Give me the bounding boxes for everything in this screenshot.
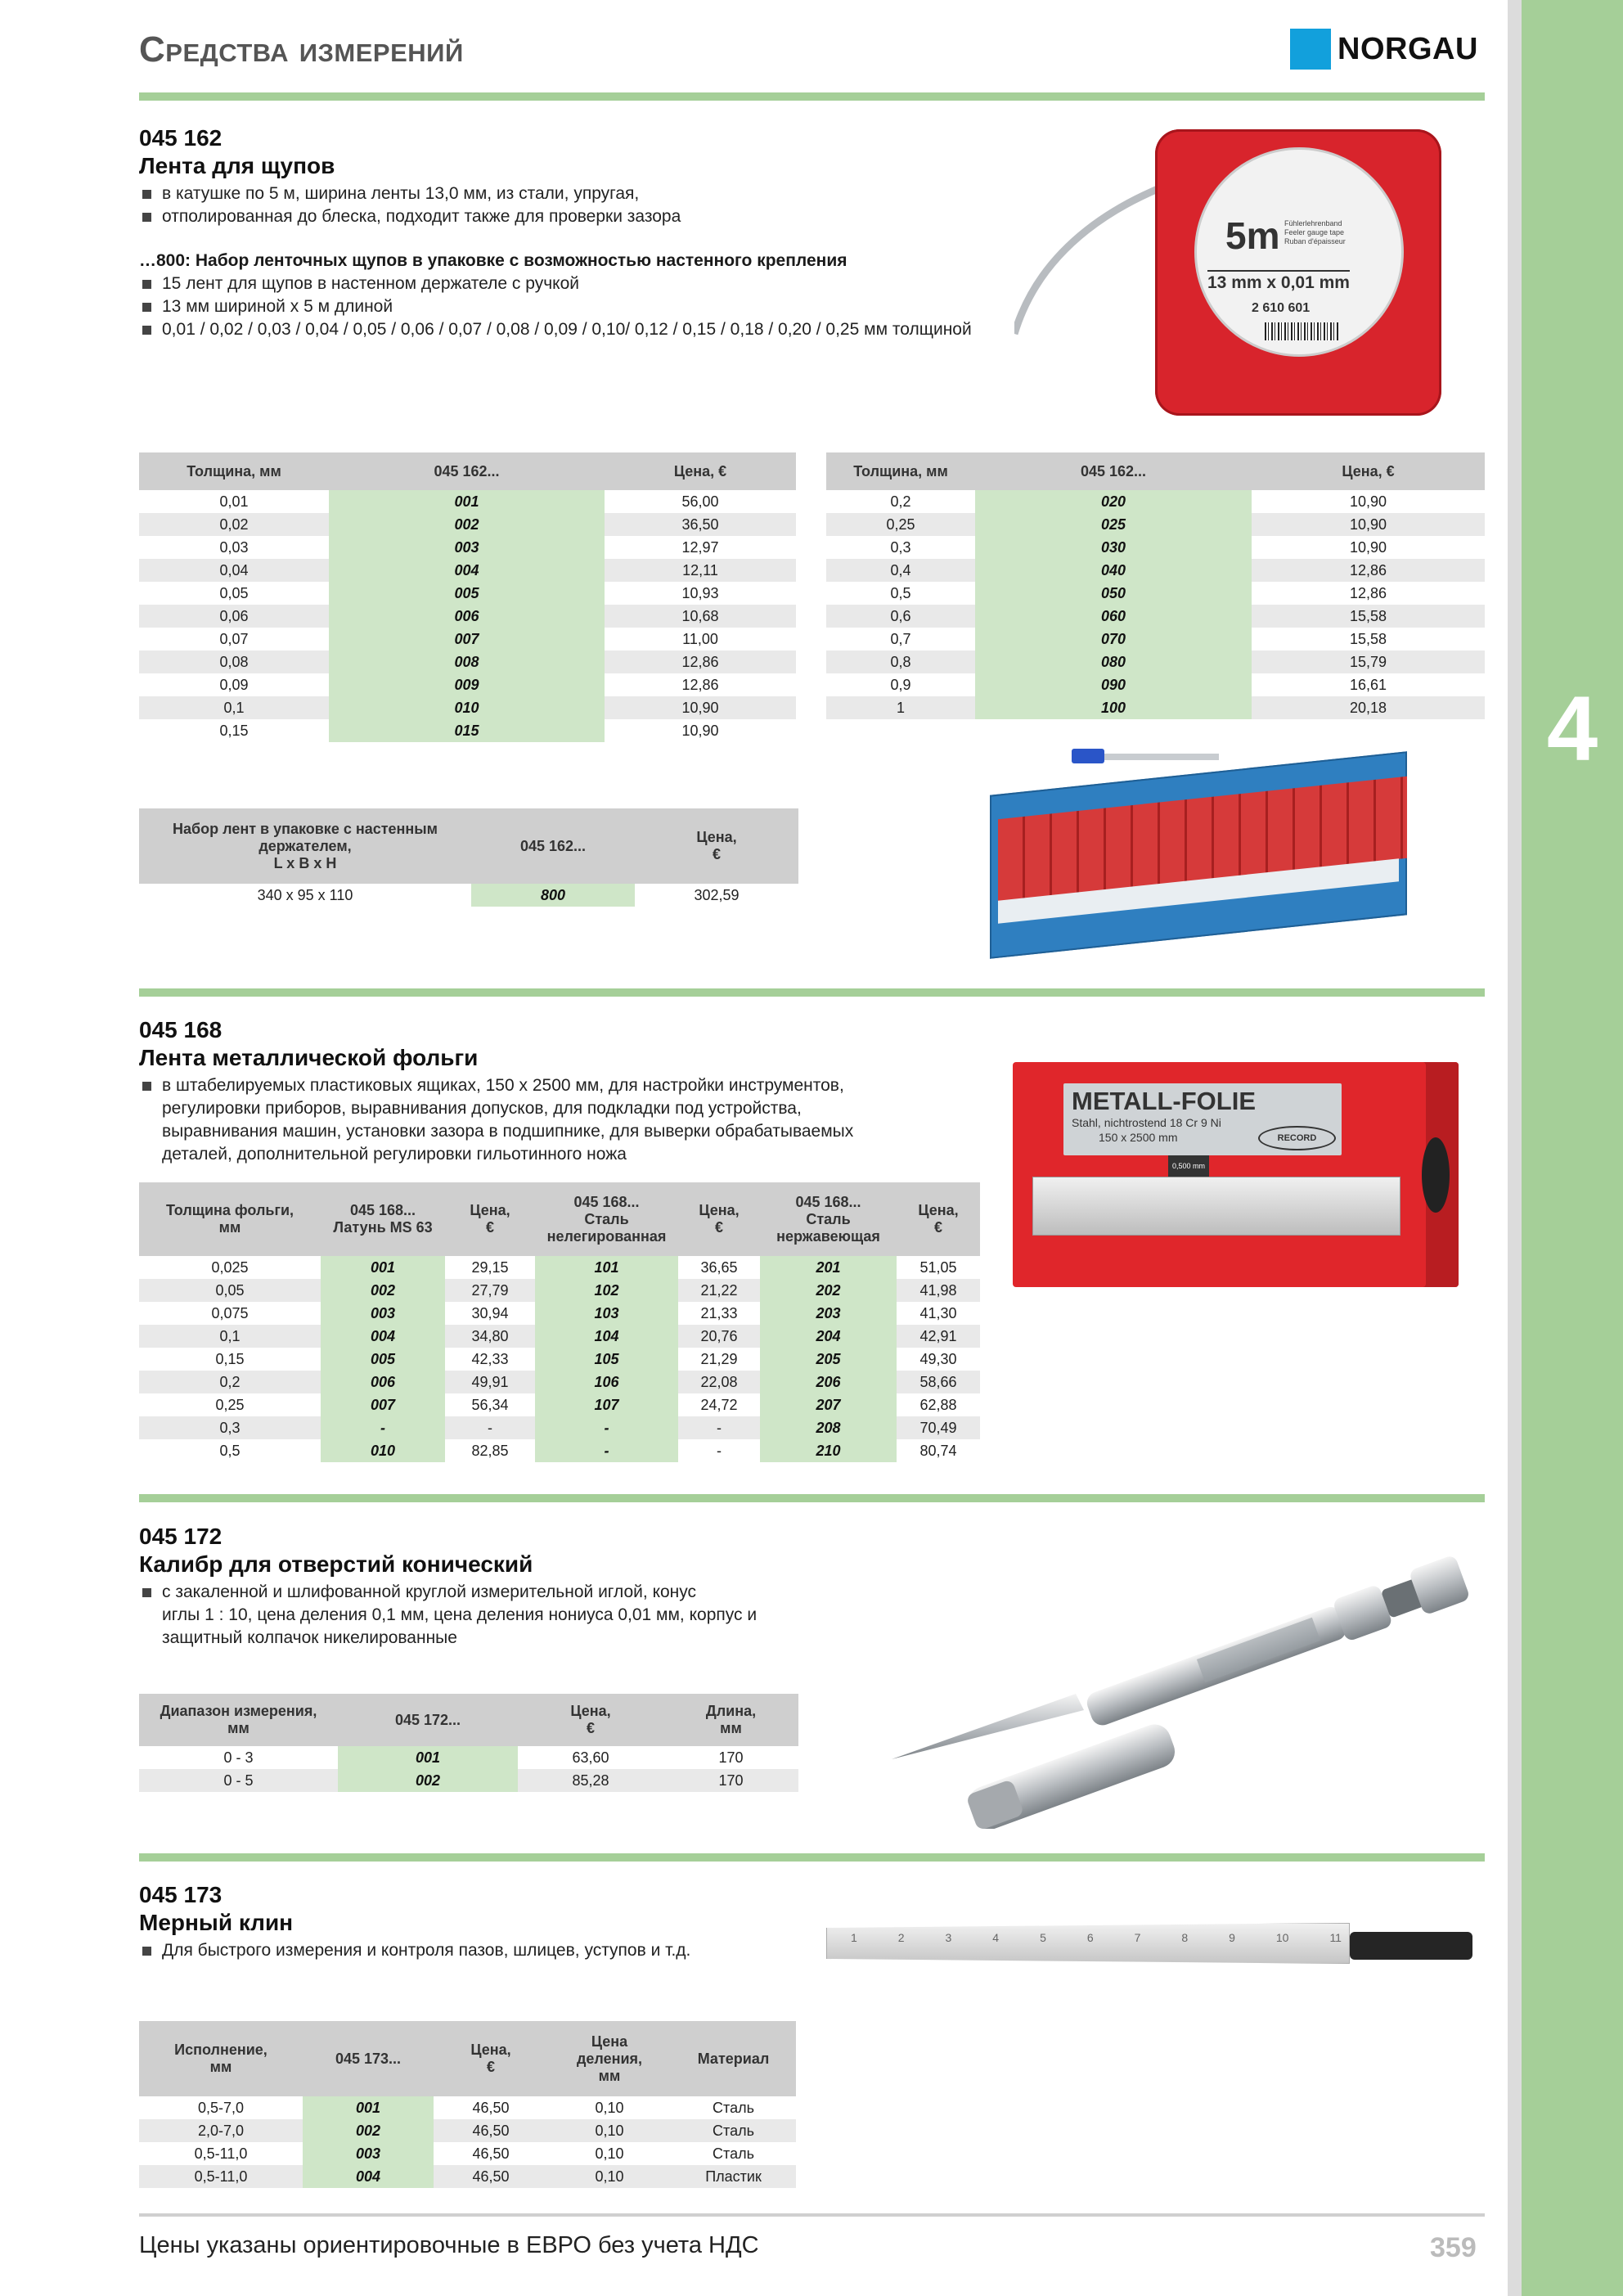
wall-holder-image — [990, 741, 1415, 955]
table-cell: 0,07 — [219, 631, 249, 647]
table-row — [826, 673, 1485, 696]
product-code: 045 173 — [139, 1882, 223, 1907]
table-cell: Пластик — [671, 2165, 796, 2188]
table-cell: 0,6 — [826, 605, 975, 628]
table-cell: 0,05 — [139, 1279, 321, 1302]
table-cell: 0,03 — [219, 539, 249, 556]
ruler-tick-label: 4 — [992, 1931, 1000, 1944]
article-code-cell: 002 — [321, 1279, 445, 1302]
table-cell: 0,5-11,0 — [139, 2165, 303, 2188]
ruler-tick-label: 1 — [851, 1931, 857, 1944]
table-row — [139, 2142, 796, 2165]
ruler-tick-label: 2 — [897, 1931, 905, 1944]
product-code: 045 168 — [139, 1017, 223, 1042]
article-code-cell: 008 — [329, 651, 605, 673]
table-row — [139, 1325, 980, 1348]
table-cell: 12,86 — [1252, 559, 1485, 582]
table-cell: 42,91 — [897, 1325, 980, 1348]
table-row — [139, 1416, 980, 1439]
table-row — [139, 651, 796, 673]
article-code-cell: 007 — [329, 628, 605, 651]
col-header-price: Цена, € — [635, 808, 798, 884]
table-cell: 0,09 — [219, 677, 249, 693]
brand-name: NORGAU — [1338, 31, 1478, 66]
table-cell: 58,66 — [897, 1371, 980, 1393]
table-cell: 0,4 — [826, 559, 975, 582]
table-cell: 34,80 — [445, 1325, 535, 1348]
table-cell: 0,25 — [826, 513, 975, 536]
table-cell: 49,91 — [445, 1371, 535, 1393]
table-row — [139, 1302, 980, 1325]
article-code-cell: 105 — [535, 1348, 678, 1371]
table-cell: 0,02 — [139, 513, 329, 536]
article-code-cell: 210 — [760, 1439, 897, 1462]
table-cell: Сталь — [713, 2100, 754, 2116]
table-cell: 10,68 — [605, 605, 796, 628]
article-code-cell: 202 — [760, 1279, 897, 1302]
ruler-tick-label: 9 — [1229, 1931, 1235, 1944]
article-code-cell: 002 — [329, 513, 605, 536]
table-row — [139, 1746, 798, 1769]
metal-foil-box-image: METALL-FOLIE Stahl, nichtrostend 18 Cr 9 Ni 150 x 2500 mm RECORD 0,500 mm — [1013, 1062, 1471, 1293]
article-code-cell: 102 — [535, 1279, 678, 1302]
table-cell: 12,86 — [1349, 585, 1387, 601]
article-code-cell: 004 — [321, 1325, 445, 1348]
ruler-tick-label: 7 — [1134, 1931, 1141, 1944]
brand-logo — [1290, 28, 1478, 70]
table-row — [139, 2119, 796, 2142]
table-cell: 0,10 — [595, 2100, 624, 2116]
section-045162 — [139, 125, 972, 341]
thickness-table-right — [826, 452, 1485, 719]
table-cell: 41,98 — [897, 1279, 980, 1302]
column-header: 045 168... Сталь нержавеющая — [760, 1182, 897, 1256]
article-code-cell: 208 — [760, 1416, 897, 1439]
article-code-cell: 007 — [321, 1393, 445, 1416]
column-header: Цена, € — [678, 1182, 760, 1256]
table-cell: 0,5-7,0 — [197, 2100, 245, 2116]
article-code-cell: 040 — [975, 559, 1252, 582]
table-cell: 51,05 — [919, 1259, 957, 1276]
article-code-cell: 004 — [329, 559, 605, 582]
measuring-wedge-image — [826, 1921, 1481, 1972]
description-line: отполированная до блеска, подходит также для проверки зазора — [139, 205, 972, 228]
table-cell: 0,08 — [139, 651, 329, 673]
set-price: 302,59 — [694, 887, 740, 903]
thickness-table-left — [139, 452, 796, 742]
section-divider — [139, 1494, 1485, 1502]
table-cell: 20,76 — [678, 1325, 760, 1348]
article-code-cell: - — [535, 1416, 678, 1439]
description — [139, 1939, 690, 1962]
table-cell: 10,90 — [1252, 513, 1485, 536]
table-cell: 0,7 — [890, 631, 911, 647]
table-cell: 0,3 — [890, 539, 911, 556]
table-row — [139, 536, 796, 559]
table-cell: 1 — [826, 696, 975, 719]
section-045168 — [139, 1017, 853, 1166]
table-cell: 62,88 — [919, 1397, 957, 1413]
table-cell: 0,10 — [548, 2165, 671, 2188]
table-cell: 21,33 — [700, 1305, 738, 1321]
product-name: Лента для щупов — [139, 153, 335, 178]
table-cell: 0 - 5 — [139, 1769, 338, 1792]
article-code-cell: 003 — [321, 1302, 445, 1325]
column-header: Цена, € — [518, 1694, 663, 1746]
table-row — [139, 582, 796, 605]
table-cell: Сталь — [713, 2145, 754, 2162]
table-cell: 56,34 — [471, 1397, 509, 1413]
table-row — [826, 696, 1485, 719]
article-code-cell: 001 — [321, 1256, 445, 1279]
table-cell: 85,28 — [518, 1769, 663, 1792]
article-code-cell: 001 — [329, 490, 605, 513]
col-header-set-dims: Набор лент в упаковке с настенным держателем, L x B x H — [139, 808, 471, 884]
table-cell: 0,25 — [215, 1397, 245, 1413]
column-header: Длина, мм — [663, 1694, 798, 1746]
article-code-cell: 205 — [760, 1348, 897, 1371]
article-code-cell: 003 — [303, 2142, 434, 2165]
table-row — [139, 719, 796, 742]
side-gray-strip — [1508, 0, 1522, 2296]
table-cell: 21,22 — [678, 1279, 760, 1302]
table-row — [139, 490, 796, 513]
column-header: Цена, € — [897, 1182, 980, 1256]
ruler-tick-label: 5 — [1040, 1931, 1046, 1944]
table-cell: 170 — [663, 1769, 798, 1792]
footer-divider — [139, 2213, 1485, 2217]
table-row — [139, 696, 796, 719]
table-cell: 15,58 — [1252, 605, 1485, 628]
table-cell: 27,79 — [445, 1279, 535, 1302]
article-code-cell: 003 — [329, 536, 605, 559]
article-code-cell: - — [535, 1439, 678, 1462]
table-cell: 10,93 — [681, 585, 719, 601]
article-code-cell: 090 — [975, 673, 1252, 696]
table-cell: 29,15 — [471, 1259, 509, 1276]
set-table — [139, 808, 798, 907]
table-cell: 70,49 — [897, 1416, 980, 1439]
article-code-cell: 060 — [975, 605, 1252, 628]
ruler-tick-label: 3 — [945, 1931, 952, 1944]
page-number: 359 — [1430, 2232, 1477, 2263]
description-bullet: с закаленной и шлифованной круглой измерительной иглой, конус — [139, 1581, 757, 1604]
table-cell: 10,90 — [681, 723, 719, 739]
table-cell: Сталь — [671, 2119, 796, 2142]
article-code-cell: 207 — [760, 1393, 897, 1416]
table-cell: 63,60 — [572, 1749, 609, 1766]
section-divider — [139, 988, 1485, 997]
section-045172 — [139, 1524, 757, 1650]
table-cell: 0 - 3 — [223, 1749, 254, 1766]
col-header-thickness: Толщина, мм — [826, 452, 975, 490]
product-code: 045 162 — [139, 125, 223, 151]
ruler-tick-label: 6 — [1086, 1931, 1094, 1944]
table-row — [826, 582, 1485, 605]
table-cell: 0,04 — [139, 559, 329, 582]
table-cell: 10,90 — [1349, 493, 1387, 510]
table-row — [139, 2165, 796, 2188]
table-cell: 46,50 — [472, 2100, 510, 2116]
table-cell: 42,33 — [471, 1351, 509, 1367]
article-code-cell: 002 — [303, 2119, 434, 2142]
table-cell: 0,15 — [215, 1351, 245, 1367]
table-cell: 0,9 — [890, 677, 911, 693]
table-cell: 11,00 — [682, 631, 718, 647]
article-code-cell: 100 — [975, 696, 1252, 719]
chapter-number: 4 — [1546, 678, 1598, 780]
ruler-tick-label: 8 — [1181, 1931, 1189, 1944]
ruler-tick-label: 10 — [1275, 1931, 1289, 1944]
header-divider — [139, 92, 1485, 101]
product-name: Лента металлической фольги — [139, 1045, 479, 1070]
table-cell: 30,94 — [471, 1305, 509, 1321]
article-code-cell: 206 — [760, 1371, 897, 1393]
table-row — [139, 1256, 980, 1279]
col-header-code: 045 162... — [975, 452, 1252, 490]
table-row — [826, 605, 1485, 628]
table-row — [139, 628, 796, 651]
article-code-cell: - — [321, 1416, 445, 1439]
table-cell: 0,1 — [139, 696, 329, 719]
set-subheading: …800: Набор ленточных щупов в упаковке с возможностью настенного крепления — [139, 251, 847, 270]
column-header: Исполнение, мм — [139, 2021, 303, 2096]
taper-gauge-table — [139, 1694, 798, 1792]
table-cell: 170 — [718, 1749, 744, 1766]
article-code-cell: 015 — [329, 719, 605, 742]
logo-square-icon — [1290, 29, 1331, 70]
article-code-cell: 107 — [535, 1393, 678, 1416]
chapter-sidebar — [1522, 0, 1623, 2296]
table-cell: 82,85 — [471, 1443, 509, 1459]
table-cell: 0,5 — [890, 585, 911, 601]
article-code-cell: 005 — [321, 1348, 445, 1371]
table-row — [139, 559, 796, 582]
product-name: Калибр для отверстий конический — [139, 1551, 533, 1577]
table-cell: 46,50 — [434, 2119, 548, 2142]
table-cell: 24,72 — [700, 1397, 738, 1413]
article-code-cell: 010 — [329, 696, 605, 719]
col-header-price: Цена, € — [605, 452, 796, 490]
section-045173 — [139, 1882, 690, 1962]
table-cell: 0,2 — [139, 1371, 321, 1393]
table-cell: 0,10 — [595, 2145, 624, 2162]
table-row — [139, 1393, 980, 1416]
table-cell: 0,05 — [219, 585, 249, 601]
table-cell: 2,0-7,0 — [139, 2119, 303, 2142]
article-code-cell: 080 — [975, 651, 1252, 673]
table-row — [826, 536, 1485, 559]
description-bullet: в катушке по 5 м, ширина ленты 13,0 мм, из стали, упругая, — [139, 182, 972, 205]
set-bullet: 0,01 / 0,02 / 0,03 / 0,04 / 0,05 / 0,06 / 0,07 / 0,08 / 0,09 / 0,10/ 0,12 / 0,15 / 0,18 / 0,20 / 0,25 мм толщиной — [139, 318, 972, 341]
column-header: Толщина фольги, мм — [139, 1182, 321, 1256]
table-row — [139, 1439, 980, 1462]
table-cell: 12,11 — [605, 559, 796, 582]
section-divider — [139, 1853, 1485, 1862]
table-row — [139, 1348, 980, 1371]
page-title: Средства измерений — [139, 29, 464, 70]
table-cell: 0,1 — [139, 1325, 321, 1348]
table-row — [826, 490, 1485, 513]
table-cell: - — [445, 1416, 535, 1439]
column-header: 045 168... Сталь нелегированная — [535, 1182, 678, 1256]
col-header-price: Цена, € — [1252, 452, 1485, 490]
table-row — [139, 1279, 980, 1302]
description: с закаленной и шлифованной круглой измерительной иглой, конус иглы 1 : 10, цена деления 0,1 мм, цена деления нониуса 0,01 мм, корпус и защитный колпачок никелированные — [139, 1581, 757, 1650]
column-header: Диапазон измерения, мм — [139, 1694, 338, 1746]
table-cell: 36,50 — [605, 513, 796, 536]
product-code: 045 172 — [139, 1524, 223, 1549]
table-cell: 21,29 — [700, 1351, 738, 1367]
article-code-cell: 009 — [329, 673, 605, 696]
table-cell: 46,50 — [434, 2165, 548, 2188]
table-cell: 12,97 — [681, 539, 719, 556]
table-row — [139, 2096, 796, 2119]
table-row — [139, 605, 796, 628]
set-code: 800 — [471, 884, 635, 907]
table-cell: 0,075 — [211, 1305, 249, 1321]
article-code-cell: 030 — [975, 536, 1252, 559]
table-cell: 0,15 — [219, 723, 249, 739]
article-code-cell: 103 — [535, 1302, 678, 1325]
article-code-cell: 106 — [535, 1371, 678, 1393]
article-code-cell: 004 — [303, 2165, 434, 2188]
table-cell: 46,50 — [472, 2145, 510, 2162]
table-cell: 0,2 — [890, 493, 911, 510]
article-code-cell: 005 — [329, 582, 605, 605]
article-code-cell: 104 — [535, 1325, 678, 1348]
column-header: 045 172... — [338, 1694, 518, 1746]
article-code-cell: 025 — [975, 513, 1252, 536]
table-cell: 0,3 — [139, 1416, 321, 1439]
article-code-cell: 101 — [535, 1256, 678, 1279]
article-code-cell: 070 — [975, 628, 1252, 651]
column-header: Цена, € — [434, 2021, 548, 2096]
table-row — [826, 628, 1485, 651]
table-cell: 0,01 — [219, 493, 249, 510]
table-cell: 0,10 — [548, 2119, 671, 2142]
table-cell: 49,30 — [919, 1351, 957, 1367]
set-dims: 340 x 95 x 110 — [257, 887, 353, 903]
table-cell: 36,65 — [700, 1259, 738, 1276]
column-header: Цена, € — [445, 1182, 535, 1256]
article-code-cell: 010 — [321, 1439, 445, 1462]
description-bullet: Для быстрого измерения и контроля пазов, шлицев, уступов и т.д. — [139, 1939, 690, 1962]
article-code-cell: 203 — [760, 1302, 897, 1325]
article-code-cell: 002 — [338, 1769, 518, 1792]
description: в штабелируемых пластиковых ящиках, 150 x 2500 мм, для настройки инструментов, регулировки приборов, выравнивания допусков, для подкладки под устройства, выравнивания машин, установки зазора в подшипнике, для выверки обрабатываемых деталей, дополнительной регулировки гильотинного ножа — [139, 1074, 853, 1166]
product-name: Мерный клин — [139, 1910, 294, 1935]
article-code-cell: 204 — [760, 1325, 897, 1348]
table-cell: 0,5 — [219, 1443, 241, 1459]
table-cell: 15,58 — [1349, 631, 1387, 647]
table-cell: 22,08 — [678, 1371, 760, 1393]
table-cell: 10,90 — [1349, 539, 1387, 556]
column-header: 045 173... — [303, 2021, 434, 2096]
set-bullet: 13 мм шириной х 5 м длиной — [139, 295, 972, 318]
description-bullet: в штабелируемых пластиковых ящиках, 150 x 2500 мм, для настройки инструментов, — [139, 1074, 853, 1097]
article-code-cell: 001 — [303, 2096, 434, 2119]
table-cell: 12,86 — [605, 651, 796, 673]
col-header-code: 045 162... — [329, 452, 605, 490]
table-cell: - — [717, 1443, 722, 1459]
feeler-tape-image: 5m Fühlerlehrenband Feeler gauge tape Ruban d'épaisseur 13 mm x 0,01 mm 2 610 601 — [1014, 129, 1448, 420]
article-code-cell: 020 — [975, 490, 1252, 513]
article-code-cell: 201 — [760, 1256, 897, 1279]
table-cell: 56,00 — [681, 493, 719, 510]
table-cell: 16,61 — [1349, 677, 1387, 693]
table-cell: 80,74 — [919, 1443, 957, 1459]
table-row — [139, 673, 796, 696]
foil-table — [139, 1182, 980, 1462]
column-header: Материал — [671, 2021, 796, 2096]
ruler-tick-label: 11 — [1329, 1931, 1342, 1944]
table-row — [826, 559, 1485, 582]
article-code-cell: 006 — [329, 605, 605, 628]
table-cell: 0,06 — [139, 605, 329, 628]
table-cell: 15,79 — [1252, 651, 1485, 673]
table-row — [139, 1371, 980, 1393]
article-code-cell: 050 — [975, 582, 1252, 605]
table-cell: 0,5-11,0 — [194, 2145, 248, 2162]
table-row — [139, 1769, 798, 1792]
table-cell: 0,8 — [826, 651, 975, 673]
article-code-cell: 006 — [321, 1371, 445, 1393]
article-code-cell: 001 — [338, 1746, 518, 1769]
description — [139, 182, 972, 228]
table-row — [826, 513, 1485, 536]
table-cell: 20,18 — [1252, 696, 1485, 719]
table-cell: - — [678, 1416, 760, 1439]
column-header: Цена деления, мм — [548, 2021, 671, 2096]
footer-note: Цены указаны ориентировочные в ЕВРО без учета НДС — [139, 2232, 759, 2258]
table-cell: 0,025 — [211, 1259, 249, 1276]
table-row — [826, 651, 1485, 673]
table-cell: 41,30 — [919, 1305, 957, 1321]
table-cell: 10,90 — [605, 696, 796, 719]
column-header: 045 168... Латунь MS 63 — [321, 1182, 445, 1256]
set-bullet: 15 лент для щупов в настенном держателе с ручкой — [139, 272, 972, 295]
table-row — [139, 513, 796, 536]
col-header-code: 045 162... — [471, 808, 635, 884]
table-cell: 12,86 — [681, 677, 719, 693]
col-header-thickness: Толщина, мм — [139, 452, 329, 490]
measuring-wedge-table — [139, 2021, 796, 2188]
taper-gauge-image — [888, 1534, 1477, 1829]
